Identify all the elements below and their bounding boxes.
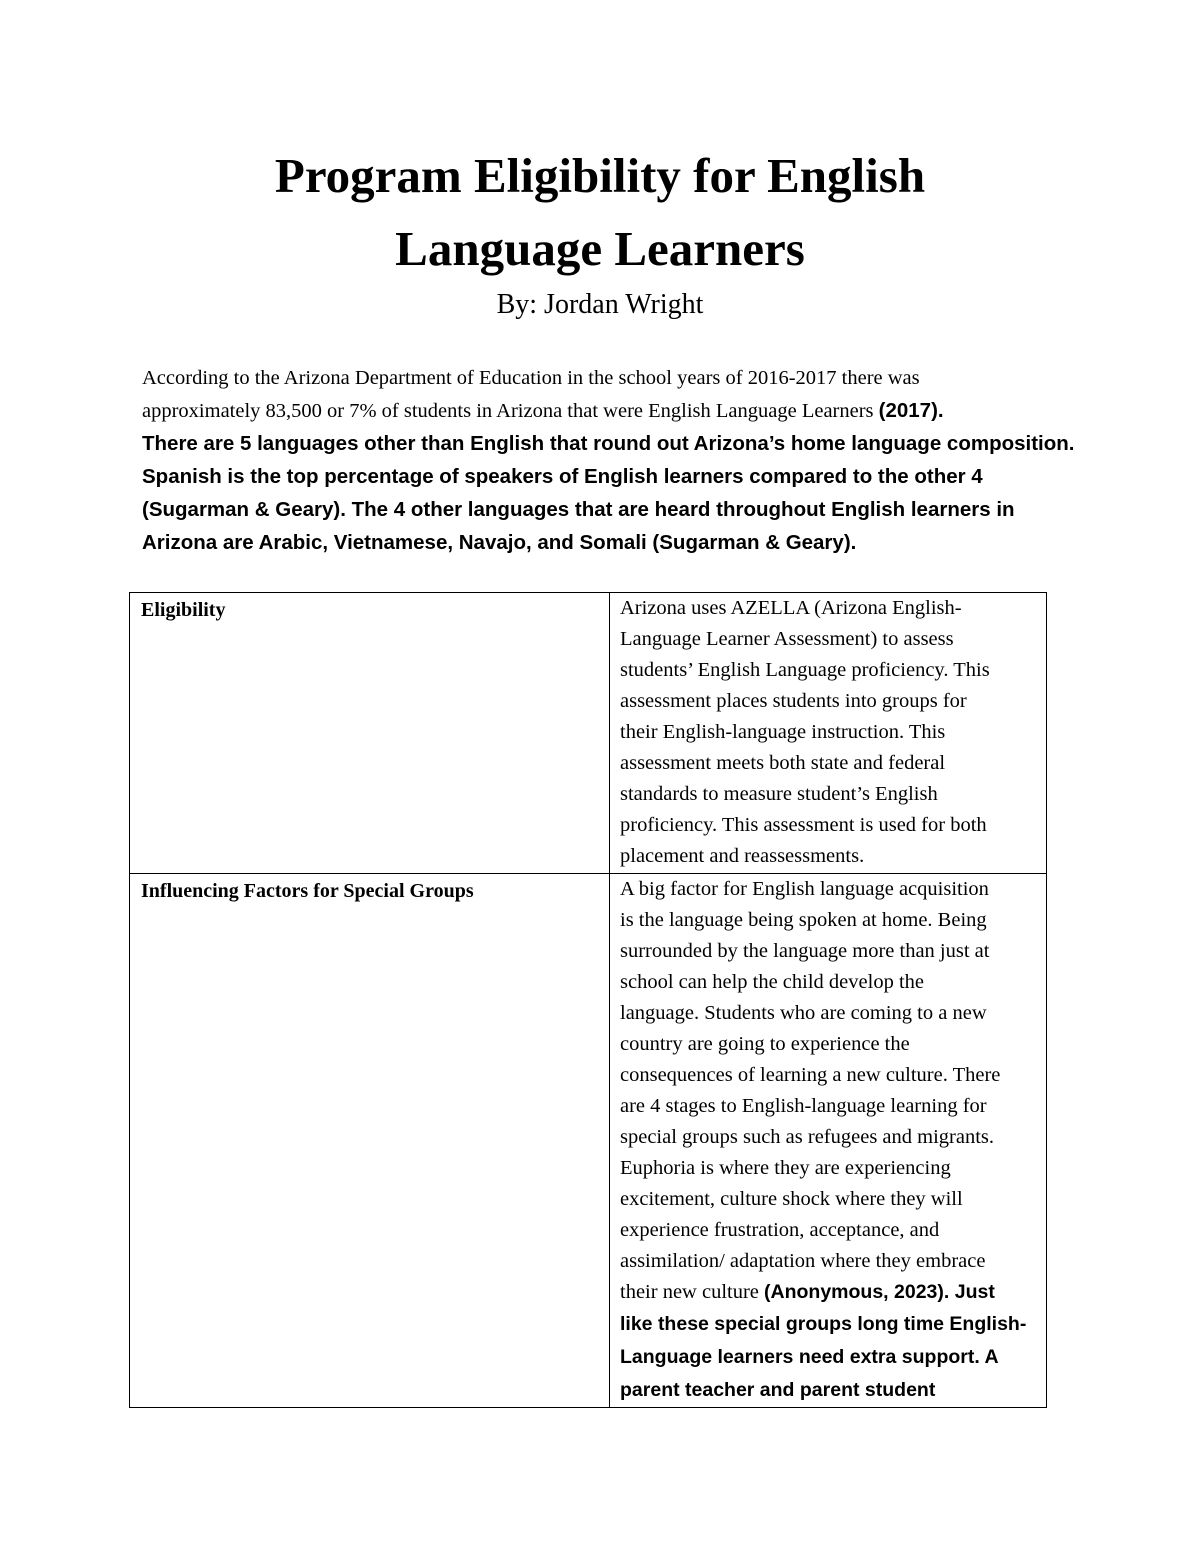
cell-line: their English-language instruction. This: [620, 721, 946, 743]
cell-line: special groups such as refugees and migrants.: [620, 1126, 995, 1148]
row-label: Eligibility: [130, 593, 610, 874]
cell-line: Euphoria is where they are experiencing: [620, 1157, 951, 1179]
cell-line: excitement, culture shock where they will: [620, 1188, 963, 1210]
cell-line: surrounded by the language more than just at: [620, 940, 990, 962]
cell-line: [620, 1277, 1040, 1308]
cell-line: experience frustration, acceptance, and: [620, 1219, 940, 1241]
document-title-line-1: Program Eligibility for English: [274, 148, 926, 203]
cell-line: students’ English Language proficiency. This: [620, 659, 990, 681]
cell-line: parent teacher and parent student: [620, 1379, 936, 1401]
row-content: [610, 593, 1047, 874]
intro-line: According to the Arizona Department of Education in the school years of 2016-2017 there was: [142, 367, 920, 389]
cell-line: like these special groups long time English-: [620, 1313, 1027, 1335]
intro-citation: (2017).: [878, 399, 944, 422]
cell-line: school can help the child develop the: [620, 971, 924, 993]
intro-line-text: approximately 83,500 or 7% of students in Arizona that were English Language Learners: [142, 400, 879, 422]
cell-line-text: their new culture: [620, 1281, 765, 1303]
cell-line: country are going to experience the: [620, 1033, 910, 1055]
cell-line: Language Learner Assessment) to assess: [620, 628, 954, 650]
table-row: [130, 593, 1047, 874]
cell-line: A big factor for English language acquisition: [620, 878, 989, 900]
cell-line: assessment places students into groups for: [620, 690, 967, 712]
document-title-line-2: Language Learners: [395, 221, 805, 276]
table-row: [130, 874, 1047, 1408]
intro-line: (Sugarman & Geary). The 4 other languages that are heard throughout English learners in: [142, 498, 1015, 521]
cell-line: are 4 stages to English-language learning for: [620, 1095, 987, 1117]
intro-line: Arizona are Arabic, Vietnamese, Navajo, and Somali (Sugarman & Geary).: [142, 531, 857, 554]
author-byline: By: Jordan Wright: [496, 289, 704, 320]
cell-line: language. Students who are coming to a new: [620, 1002, 987, 1024]
cell-line: placement and reassessments.: [620, 845, 865, 867]
cell-line: assimilation/ adaptation where they embrace: [620, 1250, 986, 1272]
cell-line: assessment meets both state and federal: [620, 752, 946, 774]
cell-line: consequences of learning a new culture. There: [620, 1064, 1001, 1086]
row-content: [610, 874, 1047, 1408]
cell-line: proficiency. This assessment is used for both: [620, 814, 987, 836]
cell-line: standards to measure student’s English: [620, 783, 938, 805]
intro-line: There are 5 languages other than English that round out Arizona’s home language composition.: [142, 432, 1075, 455]
intro-line: Spanish is the top percentage of speakers of English learners compared to the other 4: [142, 465, 983, 488]
eligibility-table: [129, 592, 1047, 1408]
cell-citation: (Anonymous, 2023). Just: [764, 1281, 995, 1303]
cell-line: Arizona uses AZELLA (Arizona English-: [620, 597, 962, 619]
intro-paragraph: [142, 362, 1082, 562]
cell-line: is the language being spoken at home. Being: [620, 909, 987, 931]
intro-line: [142, 394, 944, 428]
cell-line: Language learners need extra support. A: [620, 1346, 999, 1368]
row-label: Influencing Factors for Special Groups: [130, 874, 610, 1408]
